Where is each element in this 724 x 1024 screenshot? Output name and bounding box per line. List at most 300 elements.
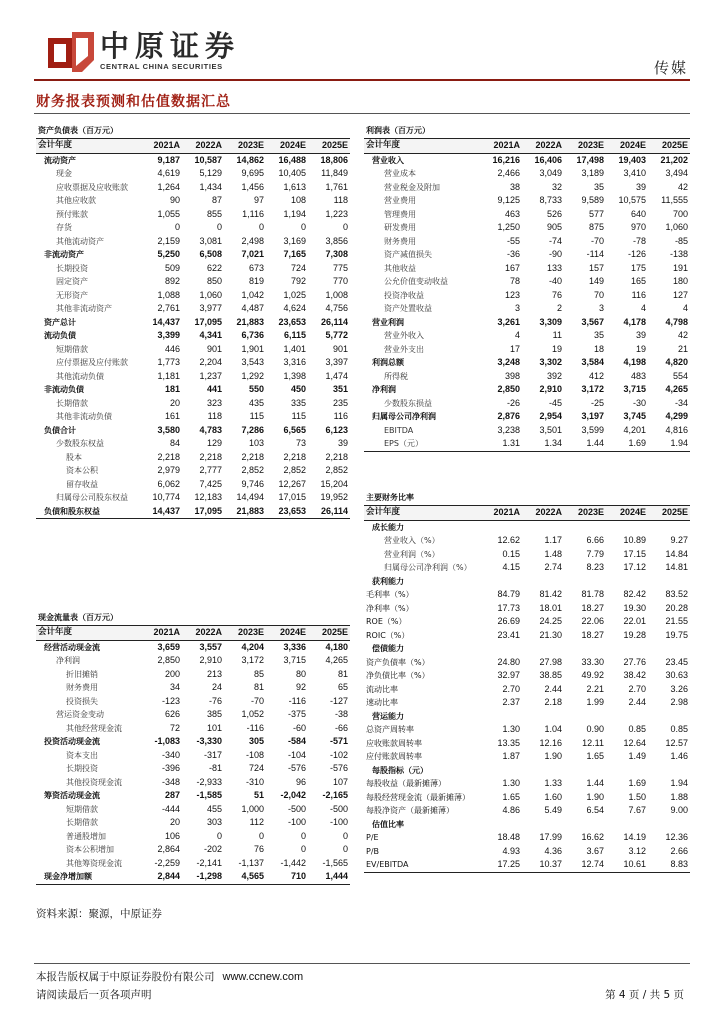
cell-value: 1,025 [283,289,306,300]
cell-value: 335 [290,397,306,408]
cell-value: 14,437 [140,505,182,519]
cell-value: 108 [290,195,306,206]
cell-value: 305 [248,736,264,747]
table-row [364,777,690,791]
row-label: 每股经营现金流（最新摊薄） [366,792,470,802]
cell-value: 107 [332,776,348,787]
cell-value: 73 [295,438,306,449]
cell-value: 792 [290,276,306,287]
row-label: 固定资产 [56,277,88,287]
row-label: 流动比率 [366,684,398,694]
cell-value: 180 [673,276,689,287]
row-label: 折旧摊销 [66,669,98,679]
cell-value: 2,910 [199,655,222,666]
cell-value: -38 [334,709,348,720]
cell-value: 1,444 [308,870,350,884]
cell-value: 0 [216,222,222,233]
cell-value: 26.69 [497,616,520,627]
cell-value: 3.12 [628,845,646,856]
cell-value: 72 [169,722,180,733]
table-row [36,708,350,722]
cell-value: 19,403 [618,154,646,165]
cell-value: -60 [292,722,306,733]
data-source-note: 资料来源：聚源，中原证券 [36,908,162,920]
cell-value: 9.00 [670,805,689,816]
cell-value: 526 [546,208,562,219]
cell-value: 303 [206,817,222,828]
cell-value: 17,095 [182,505,224,519]
cell-value: 1.69 [606,437,648,451]
table-row [364,534,690,548]
cell-value: 175 [630,262,646,273]
cell-value: 20 [169,397,180,408]
row-label: 股本 [66,452,82,462]
cell-value: 191 [673,262,689,273]
cell-value: 6,115 [283,330,306,341]
cell-value: 15,204 [320,478,348,489]
cell-value: 287 [164,790,180,801]
row-label: 速动比率 [366,698,398,708]
table-row [364,642,690,656]
table-row [364,397,690,411]
header-year: 2022A [182,626,224,640]
row-label: 资本支出 [66,750,98,760]
table-row [364,602,690,616]
cell-value: 17 [509,343,520,354]
cell-value: 123 [504,289,520,300]
cell-value: -45 [548,397,562,408]
cell-value: 19.28 [623,629,646,640]
cell-value: 10.37 [522,858,564,872]
cell-value [480,575,522,589]
header-year: 2022A [522,506,564,520]
row-label: 资本公积增加 [66,845,114,855]
cell-value: 1,060 [665,222,689,233]
cell-value [480,642,522,656]
cell-value: -116 [288,695,306,706]
table-row [36,789,350,803]
cell-value: 1,773 [157,357,180,368]
cell-value: 10,405 [278,168,306,179]
cell-value: 14.81 [665,562,689,573]
cell-value: 19,952 [320,492,348,503]
cell-value: 1.50 [628,791,646,802]
table-row [364,750,690,764]
cell-value: 76 [551,289,562,300]
cell-value: 1.48 [544,548,562,559]
cell-value: 4,624 [283,303,306,314]
cell-value: 351 [332,384,348,395]
header-year: 2024E [266,626,308,640]
row-label: 普通股增加 [66,831,106,841]
cell-value: -1,585 [196,790,222,801]
cell-value: 550 [248,384,264,395]
cell-value: 0.90 [586,724,604,735]
cell-value: 17,498 [576,154,604,165]
cell-value: 19 [551,343,562,354]
cell-value: 901 [332,343,348,354]
cell-value: 1,264 [157,181,180,192]
table-row [364,588,690,602]
header-label: 会计年度 [36,626,140,640]
cell-value: 5,129 [199,168,222,179]
cell-value: 1.30 [502,778,520,789]
table-row [364,764,690,778]
row-label: 流动负债 [44,331,76,341]
cell-value: 76 [253,844,264,855]
cell-value: 1,292 [241,370,264,381]
cell-value: 7.67 [628,805,646,816]
website-link[interactable]: www.ccnew.com [222,971,304,983]
cell-value: 115 [291,411,306,422]
cell-value: 30.63 [665,670,689,681]
row-label: 每股净资产（最新摊薄） [366,806,454,816]
cell-value: 157 [588,262,604,273]
cell-value: 3,557 [199,641,222,652]
cell-value [606,642,648,656]
cell-value: -202 [203,844,222,855]
cell-value [648,764,690,778]
cell-value: 167 [504,262,520,273]
cell-value: 1,901 [241,343,264,354]
cell-value: 4,756 [325,303,348,314]
row-label: 其他投资现金流 [66,777,122,787]
cell-value: 16,406 [534,154,562,165]
cell-value: 133 [546,262,562,273]
cell-value: 3,567 [581,316,604,327]
cell-value: 17.99 [539,832,562,843]
cell-value: 1.44 [564,437,606,451]
cell-value: 4.36 [544,845,562,856]
table-row [364,221,690,235]
header-label: 会计年度 [364,506,480,520]
cell-value [606,575,648,589]
cell-value: -576 [329,763,348,774]
cell-value: 81 [253,682,264,693]
row-label: 短期借款 [56,344,88,354]
cell-value: 4,198 [623,357,646,368]
cell-value: 3 [598,303,604,314]
cell-value [606,818,648,832]
table-row [36,397,350,411]
cell-value: 4.93 [502,845,520,856]
row-label: 总资产周转率 [366,725,414,735]
table-title: 资产负债表（百万元） [36,124,350,139]
cell-value: 9,187 [157,154,180,165]
row-label: ROIC（%） [366,630,410,640]
cell-value: 2.21 [586,683,604,694]
row-label: 筹资活动现金流 [44,791,100,801]
cell-value: 20 [169,817,180,828]
financial-ratios-table [364,491,690,873]
cell-value [564,520,606,534]
cell-value: 26,114 [308,505,350,519]
row-label: 公允价值变动收益 [384,277,448,287]
cell-value: 640 [630,208,646,219]
row-label: 归属母公司净利润（%） [384,563,472,573]
table-row [36,762,350,776]
cell-value: 1.04 [544,724,562,735]
cell-value: 149 [588,276,604,287]
cell-value: 724 [248,763,264,774]
cell-value: 21 [678,343,689,354]
cell-value: 10.89 [623,535,646,546]
header-year: 2023E [224,139,266,153]
cell-value: 2,852 [325,465,348,476]
table-row [36,370,350,384]
cell-value: 165 [630,276,646,287]
cell-value: 6.66 [586,535,604,546]
row-label: ROE（%） [366,617,407,627]
cell-value: 49.92 [581,670,604,681]
cell-value: 4,178 [623,316,646,327]
cell-value: 8.83 [648,858,690,872]
header-year: 2024E [606,139,648,153]
cell-value: 6,565 [283,424,306,435]
cell-value: 18.27 [581,629,604,640]
cell-value: 81.78 [581,589,604,600]
cell-value [522,818,564,832]
row-label: 留存收益 [66,479,98,489]
cell-value: 1.33 [544,778,562,789]
cell-value: 4,265 [325,655,348,666]
row-label: 其他非流动资产 [56,304,112,314]
cell-value: -2,042 [280,790,306,801]
row-label: 利润总额 [372,358,404,368]
cell-value: 1,008 [325,289,348,300]
cell-value: 35 [593,181,604,192]
cell-value: 9,695 [241,168,264,179]
table-row [36,640,350,654]
cell-value [522,764,564,778]
cell-value: 2.18 [544,697,562,708]
cell-value: 3,248 [497,357,520,368]
table-header-row [364,506,690,520]
cell-value: 2,864 [157,844,180,855]
cell-value: -2,259 [154,857,180,868]
cell-value: 2,852 [241,465,264,476]
row-label: 投资活动现金流 [44,737,100,747]
row-label: 投资损失 [66,696,98,706]
cell-value: -2,933 [196,776,222,787]
cell-value: 3,302 [539,357,562,368]
table-row [364,235,690,249]
cell-value: 12.36 [665,832,689,843]
cell-value: -108 [245,749,264,760]
table-row [364,302,690,316]
cell-value: 450 [290,384,306,395]
cell-value: 42 [678,330,689,341]
cell-value: 2.74 [544,562,562,573]
cell-value: 1.31 [480,437,522,451]
cell-value: 1,181 [157,370,180,381]
cell-value: -375 [287,709,306,720]
cell-value: 4 [640,303,646,314]
cell-value: 1.30 [502,724,520,735]
footer-copyright [36,969,303,984]
row-label: 其他流动资产 [56,236,104,246]
cell-value: 32 [551,181,562,192]
row-label: 存货 [56,223,72,233]
table-row [36,451,350,465]
cell-value: 12.64 [623,737,646,748]
cell-value: 0 [174,222,180,233]
cell-value: 1,000 [241,803,264,814]
table-row [364,575,690,589]
cell-value: 12.16 [539,737,562,748]
cell-value: 3,172 [581,384,604,395]
row-label: 资产处置收益 [384,304,432,314]
cell-value: 4,798 [665,316,689,327]
cell-value: 892 [164,276,180,287]
table-row [364,845,690,859]
table-row [36,194,350,208]
table-row [364,723,690,737]
table-row [36,275,350,289]
row-label: 营业税金及附加 [384,182,440,192]
cell-value: 0 [216,830,222,841]
row-label: 营业收入 [372,155,404,165]
cell-value: 2,777 [199,465,222,476]
table-row [36,437,350,451]
cell-value: 14.19 [623,832,646,843]
page-number: 第 4 页 / 共 5 页 [605,989,684,1001]
cell-value: 81 [337,668,348,679]
cell-value: 4,487 [241,303,264,314]
cell-value: 3,309 [539,316,562,327]
table-header-row [36,626,350,640]
cell-value: -36 [506,249,520,260]
cell-value: 0 [300,830,306,841]
cell-value: -81 [208,763,222,774]
table-row [36,181,350,195]
table-row [36,410,350,424]
row-label: 资产减值损失 [384,250,432,260]
cell-value: 7,021 [241,249,264,260]
row-label: 少数股东损益 [384,398,432,408]
cell-value: 1.90 [544,751,562,762]
cell-value: 0 [258,830,264,841]
cell-value: 3,399 [157,330,180,341]
row-label: 营业外支出 [384,344,424,354]
cell-value: 83.52 [665,589,689,600]
cell-value: 200 [164,668,180,679]
cell-value [564,575,606,589]
cell-value: 18,806 [320,154,348,165]
table-row [36,668,350,682]
cell-value: -66 [334,722,348,733]
table-row [364,696,690,710]
cell-value: -90 [548,249,562,260]
cell-value: 385 [206,709,222,720]
cell-value: 819 [248,276,264,287]
cell-value: 51 [253,790,264,801]
cell-value: -102 [329,749,348,760]
cell-value: 2,218 [325,451,348,462]
cell-value: 129 [206,438,222,449]
cell-value [648,520,690,534]
row-label: 归属母公司股东权益 [56,493,128,503]
cell-value: -2,141 [196,857,222,868]
cell-value: 775 [332,262,348,273]
cell-value: 7,425 [199,478,222,489]
cell-value: 16.62 [581,832,604,843]
header-year: 2021A [480,139,522,153]
row-label: 管理费用 [384,209,416,219]
cell-value: 21,883 [236,316,264,327]
table-row [364,858,690,872]
cell-value: 39 [635,330,646,341]
table-row [36,695,350,709]
cell-value: 38.85 [539,670,562,681]
cell-value: -444 [161,803,180,814]
cell-value: 1,194 [283,208,306,219]
cell-value: 235 [332,397,348,408]
cell-value [606,520,648,534]
table-row [36,464,350,478]
row-label: 净利润 [56,656,80,666]
table-row [36,316,350,330]
table-row [36,248,350,262]
cell-value: 2,218 [199,451,222,462]
cell-value: 1.69 [628,778,646,789]
cell-value [522,710,564,724]
row-label: 净利率（%） [366,603,414,613]
cell-value: 4,201 [623,424,646,435]
cell-value: 24 [211,682,222,693]
cell-value: -1,298 [182,870,224,884]
cell-value: 1.65 [586,751,604,762]
cell-value: 2,844 [140,870,182,884]
cell-value: 7,165 [283,249,306,260]
cell-value: 4,265 [665,384,689,395]
cell-value: 118 [207,411,222,422]
cell-value: 2,466 [497,168,520,179]
cell-value: 3,856 [325,235,348,246]
cell-value: 4.86 [502,805,520,816]
cell-value: 127 [673,289,689,300]
cell-value: 92 [295,682,306,693]
header-year: 2023E [564,139,606,153]
cell-value [480,710,522,724]
cell-value [606,764,648,778]
table-row [36,478,350,492]
header-label: 会计年度 [364,139,480,153]
table-row [36,329,350,343]
cell-value: 1.65 [502,791,520,802]
cell-value: 17,095 [194,316,222,327]
logo-text-en: CENTRAL CHINA SECURITIES [100,62,223,71]
cell-value: 18.01 [539,602,562,613]
row-label: 偿债能力 [372,644,404,654]
cell-value: 82.42 [623,589,646,600]
row-label: 营业成本 [384,169,416,179]
cell-value: 850 [206,276,222,287]
table-row [364,791,690,805]
cell-value: 1.17 [544,535,562,546]
cell-value: 1,055 [157,208,180,219]
footer-divider [34,963,690,964]
cell-value: 6,736 [241,330,264,341]
row-label: 非流动负债 [44,385,84,395]
cell-value: -114 [586,249,604,260]
cell-value: 0 [342,830,348,841]
row-label: 无形资产 [56,290,88,300]
cell-value: 2,979 [157,465,180,476]
cell-value: 554 [673,370,689,381]
cell-value: 4,204 [241,641,264,652]
cell-value: 90 [169,195,180,206]
